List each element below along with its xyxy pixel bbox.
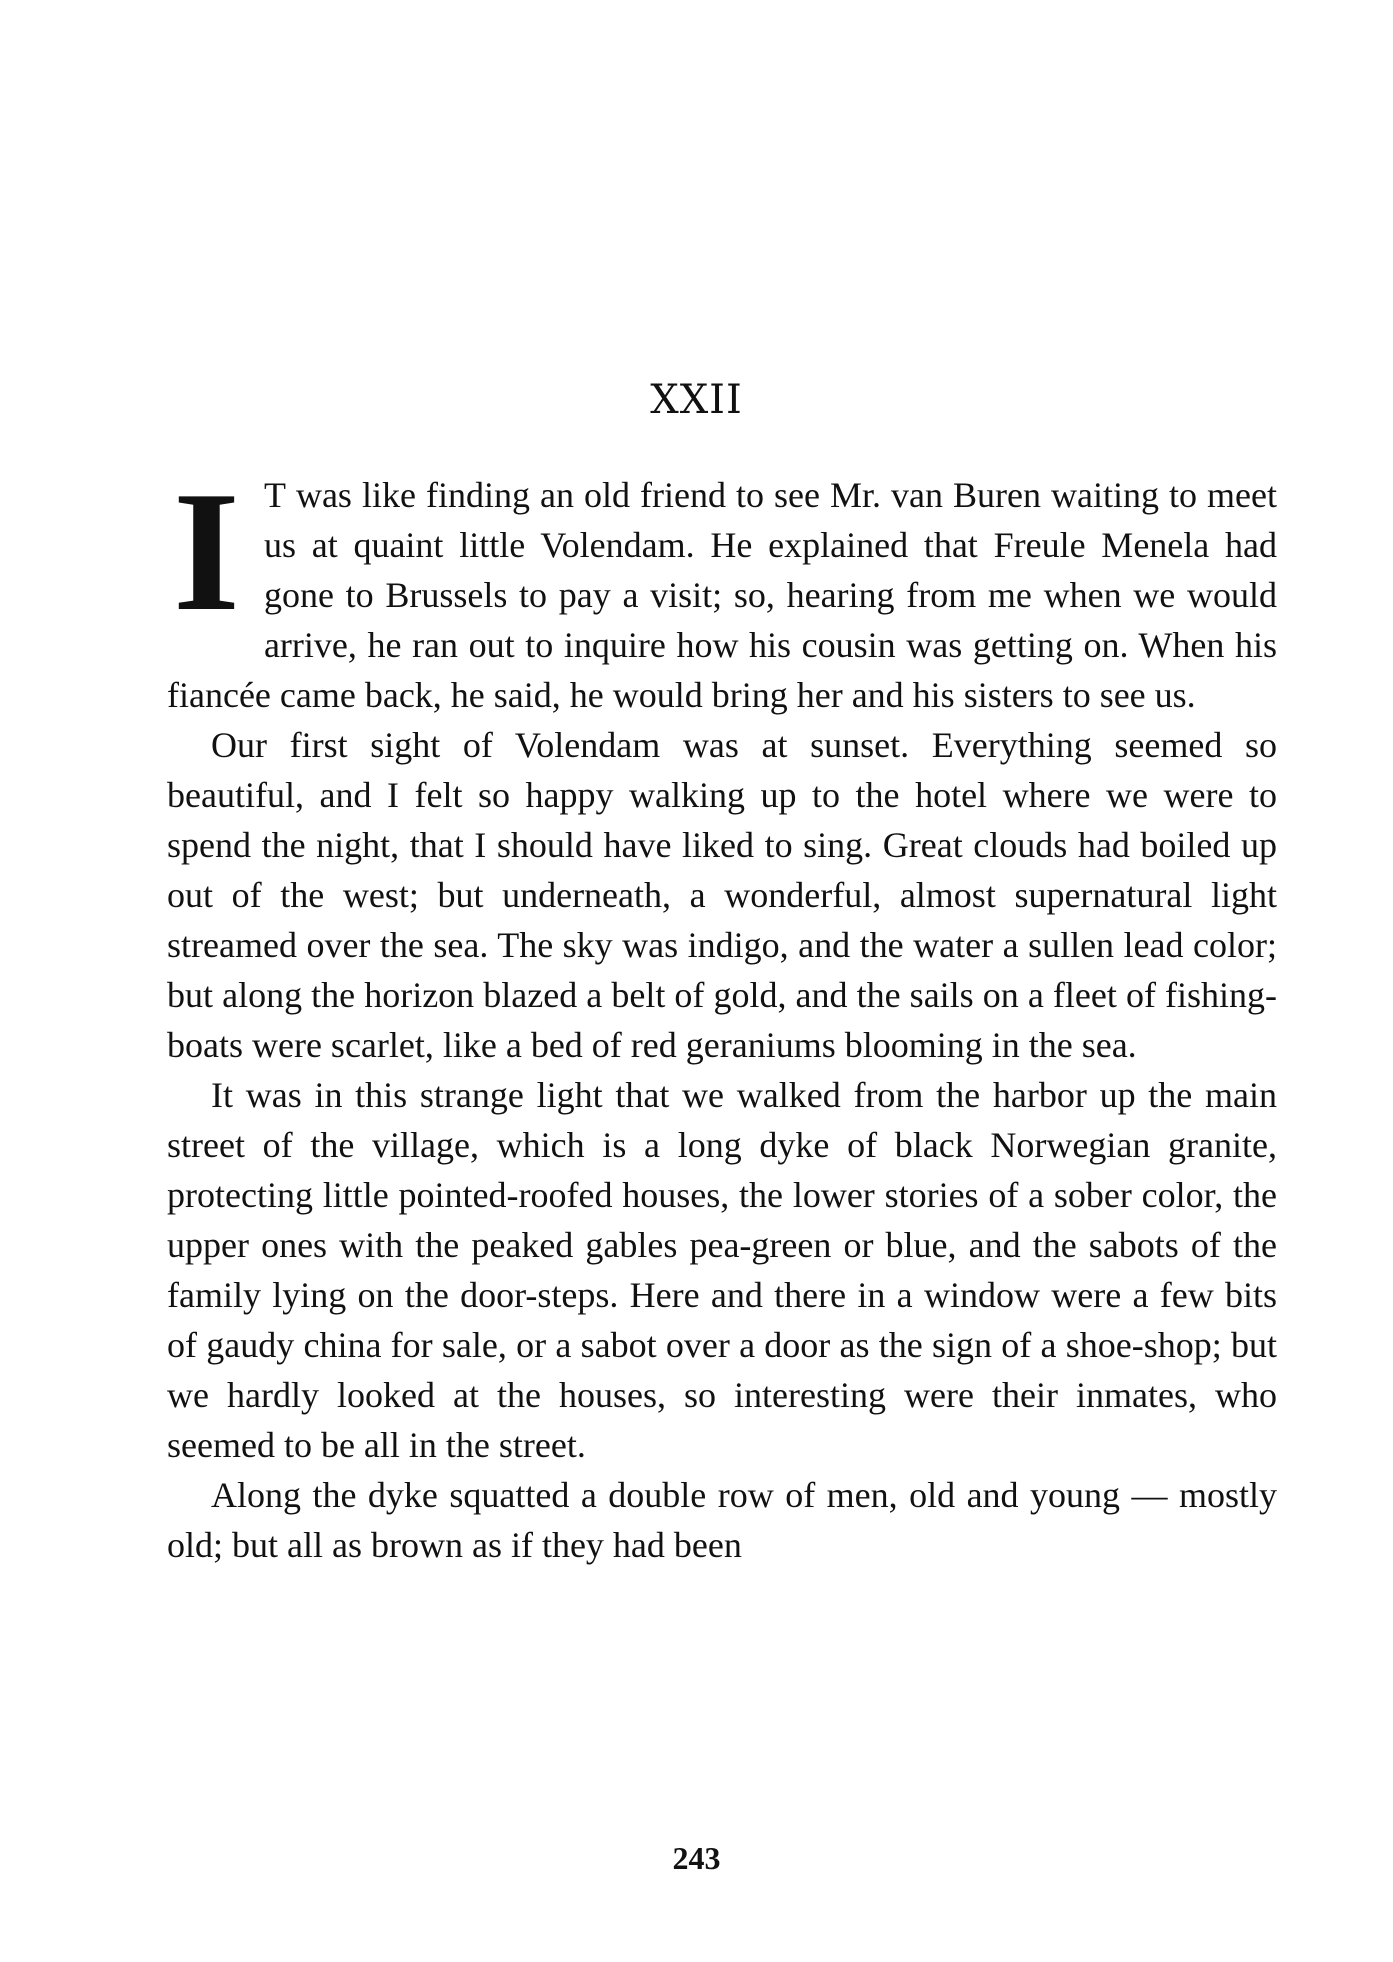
chapter-heading: XXII [650, 377, 743, 423]
paragraph-1-text: was like finding an old friend to see Mr. van Buren waiting to meet us at quaint little Volendam. He explained that Freule Menela had gone to Brussels to pay a visit; so, hearing from me when we would arrive, he ran out to inquire how his cousin was getting on. When his fiancée came back, he said, he would bring her and his sisters to see us. [167, 475, 1277, 715]
paragraph-4: Along the dyke squatted a double row of men, old and young — mostly old; but all as brown as if they had been [167, 1475, 1277, 1565]
page-number: 243 [672, 1840, 721, 1876]
body-text [167, 457, 1277, 1570]
paragraph-1 [167, 457, 1277, 720]
drop-cap: I [173, 457, 240, 647]
paragraph-1-lead: T [263, 475, 286, 515]
paragraph-2: Our first sight of Volendam was at sunset. Everything seemed so beautiful, and I felt so happy walking up to the hotel where we were to spend the night, that I should have liked to sing. Great clouds had boiled up out of the west; but underneath, a wonderful, almost supernatural light streamed over the sea. The sky was indigo, and the water a sullen lead color; but along the horizon blazed a belt of gold, and the sails on a fleet of fishing-boats were scarlet, like a bed of red geraniums blooming in the sea. [167, 725, 1277, 1065]
paragraph-3: It was in this strange light that we walked from the harbor up the main street of the village, which is a long dyke of black Norwegian granite, protecting little pointed-roofed houses, the lower stories of a sober color, the upper ones with the peaked gables pea-green or blue, and the sabots of the family lying on the door-steps. Here and there in a window were a few bits of gaudy china for sale, or a sabot over a door as the sign of a shoe-shop; but we hardly looked at the houses, so interesting were their inmates, who seemed to be all in the street. [167, 1075, 1277, 1465]
